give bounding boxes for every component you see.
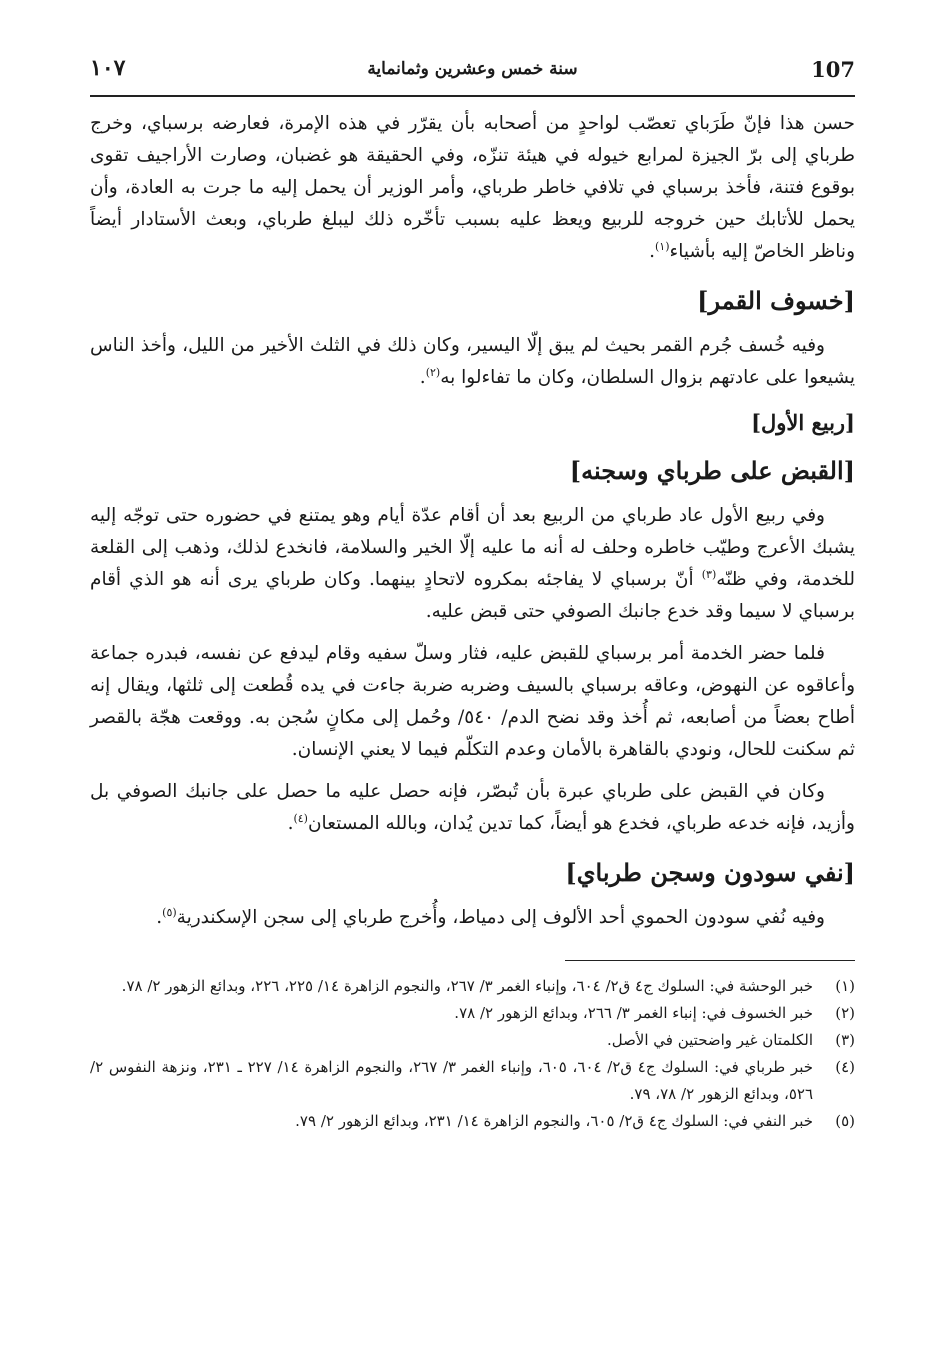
footnote-4 (90, 1054, 855, 1108)
footnote-text: خبر الوحشة في: السلوك ج٤ ق٢/ ٦٠٤، وإنباء الغمر ٣/ ٢٦٧، والنجوم الزاهرة ١٤/ ٢٢٥، ٢٢٦، وبدائع الزهور ٢/ ٧٨. (121, 977, 813, 995)
paragraph-3-text-b: أنّ برسباي لا يفاجئه بمكروه لاتحادٍ بينهما. وكان طرباي يرى أنه هو الذي أقام برسباي لا سيما وقد خدع جانبك الصوفي حتى قبض عليه. (90, 569, 855, 622)
footnote-text: الكلمتان غير واضحتين في الأصل. (606, 1031, 813, 1049)
footnote-ref-2: (٢) (425, 365, 441, 379)
page-number-latin: 107 (811, 57, 855, 82)
paragraph-1-end: . (649, 241, 655, 262)
footnote-ref-5: (٥) (162, 905, 177, 919)
paragraph-6-end: . (156, 907, 163, 928)
paragraph-1-text: حسن هذا فإنّ طَرَباي تعصّب لواحدٍ من أصحابه بأن يقرّر في هذه الإمرة، فعارضه برسباي، وخرج طرباي إلى برّ الجيزة لمرابع خيوله في هيئة تنزّه، وفي الحقيقة هو غضبان، وصارت الأراجيف تقوى بوقوع فتنة، فأخذ برسباي في تلافي خاطر طرباي، وأمر الوزير أن يحمل إليه ما جرت به العادة، وأن يحمل للأتابك حين خروجه للربيع ويعظ عليه بسبب تأخّره ذلك ليبلغ طرباي، وبعث الأستادار أيضاً وناظر الخاصّ إليه بأشياء (90, 113, 855, 262)
paragraph-5-text: وكان في القبض على طرباي عبرة بأن تُبصّر، فإنه حصل عليه ما حصل على جانبك الصوفي بل وأزيد، فإنه خدعه طرباي، فخدع هو أيضاً، كما تدين يُدان، وبالله المستعان (90, 781, 855, 834)
page-header (90, 55, 855, 97)
paragraph-5-end: . (287, 813, 294, 834)
heading-arrest: [القبض على طرباي وسجنه] (569, 456, 855, 485)
paragraph-4: فلما حضر الخدمة أمر برسباي للقبض عليه، فثار وسلّ سفيه وقام ليدفع عن نفسه، فبدره جماعة وأعاقوه عن النهوض، وعاقه برسباي بالسيف وضربه ضربة جاءت في يده قُطعت إلى ثلثها، ويقال إنه أطاح بعضاً من أصابعه، ثم أُخذ وقد نضح الدم/ ٥٤٠/ وحُمل إلى مكانٍ سُجن به. ووقعت هجّة بالقصر ثم سكنت للحال، ونودي بالقاهرة بالأمان وعدم التكلّم فيما لا يعني الإنسان. (90, 643, 855, 760)
footnote-ref-3: (٣) (701, 567, 717, 581)
footnote-ref-4: (٤) (293, 811, 308, 825)
footnote-divider (565, 960, 855, 961)
footnote-number: (١) (835, 977, 855, 995)
footnote-3 (90, 1027, 855, 1054)
footnote-2 (90, 1000, 855, 1027)
heading-exile: [نفي سودون وسجن طرباي] (565, 858, 855, 887)
footnote-5 (90, 1108, 855, 1135)
paragraph-6-text: وفيه نُفي سودون الحموي أحد الألوف إلى دمياط، وأُخرج طرباي إلى سجن الإسكندرية (176, 907, 825, 928)
footnotes (90, 973, 855, 1135)
heading-eclipse: [خسوف القمر] (697, 286, 855, 315)
footnote-number: (٤) (835, 1058, 855, 1076)
page-body (90, 108, 855, 1135)
paragraph-3 (90, 500, 855, 628)
footnote-1 (90, 973, 855, 1000)
paragraph-3-text-a: وفي ربيع الأول عاد طرباي من الربيع بعد أن أقام عدّة أيام وهو يمتنع في حضوره حتى توجّه إليه يشبك الأعرج وطيّب خاطره وحلف له أنه ما عليه إلّا الخير والسلامة، فانخدع لذلك، وذهب إلى القلعة للخدمة، وفي ظنّه (90, 505, 855, 590)
footnote-text: خبر طرباي في: السلوك ج٤ ق٢/ ٦٠٤، ٦٠٥، وإنباء الغمر ٣/ ٢٦٧، والنجوم الزاهرة ١٤/ ٢٢٧ ـ ٢٣١، ونزهة النفوس ٢/ ٥٢٦، وبدائع الزهور ٢/ ٧٨، ٧٩. (90, 1058, 813, 1103)
footnote-ref-1: (١) (654, 239, 670, 253)
footnote-text: خبر النفي في: السلوك ج٤ ق٢/ ٦٠٥، والنجوم الزاهرة ١٤/ ٢٣١، وبدائع الزهور ٢/ ٧٩. (295, 1112, 813, 1130)
footnote-number: (٣) (835, 1031, 855, 1049)
running-title: سنة خمس وعشرين وثمانماية (367, 59, 578, 79)
footnote-number: (٥) (835, 1112, 855, 1130)
paragraph-1 (90, 108, 855, 268)
paragraph-2-text: وفيه خُسف جُرم القمر بحيث لم يبق إلّا اليسير، وكان ذلك في الثلث الأخير من الليل، وأخذ الناس يشيعوا على عادتهم بزوال السلطان، وكان ما تفاءلوا به (90, 335, 855, 388)
paragraph-5 (90, 776, 855, 840)
paragraph-6 (90, 902, 855, 934)
page-number-arabic: ١٠٧ (90, 55, 126, 81)
heading-month: [ربيع الأول] (751, 410, 855, 435)
footnote-text: خبر الخسوف في: إنباء الغمر ٣/ ٢٦٦، وبدائع الزهور ٢/ ٧٨. (454, 1004, 813, 1022)
footnote-number: (٢) (835, 1004, 855, 1022)
paragraph-2 (90, 330, 855, 394)
paragraph-2-end: . (419, 367, 426, 388)
